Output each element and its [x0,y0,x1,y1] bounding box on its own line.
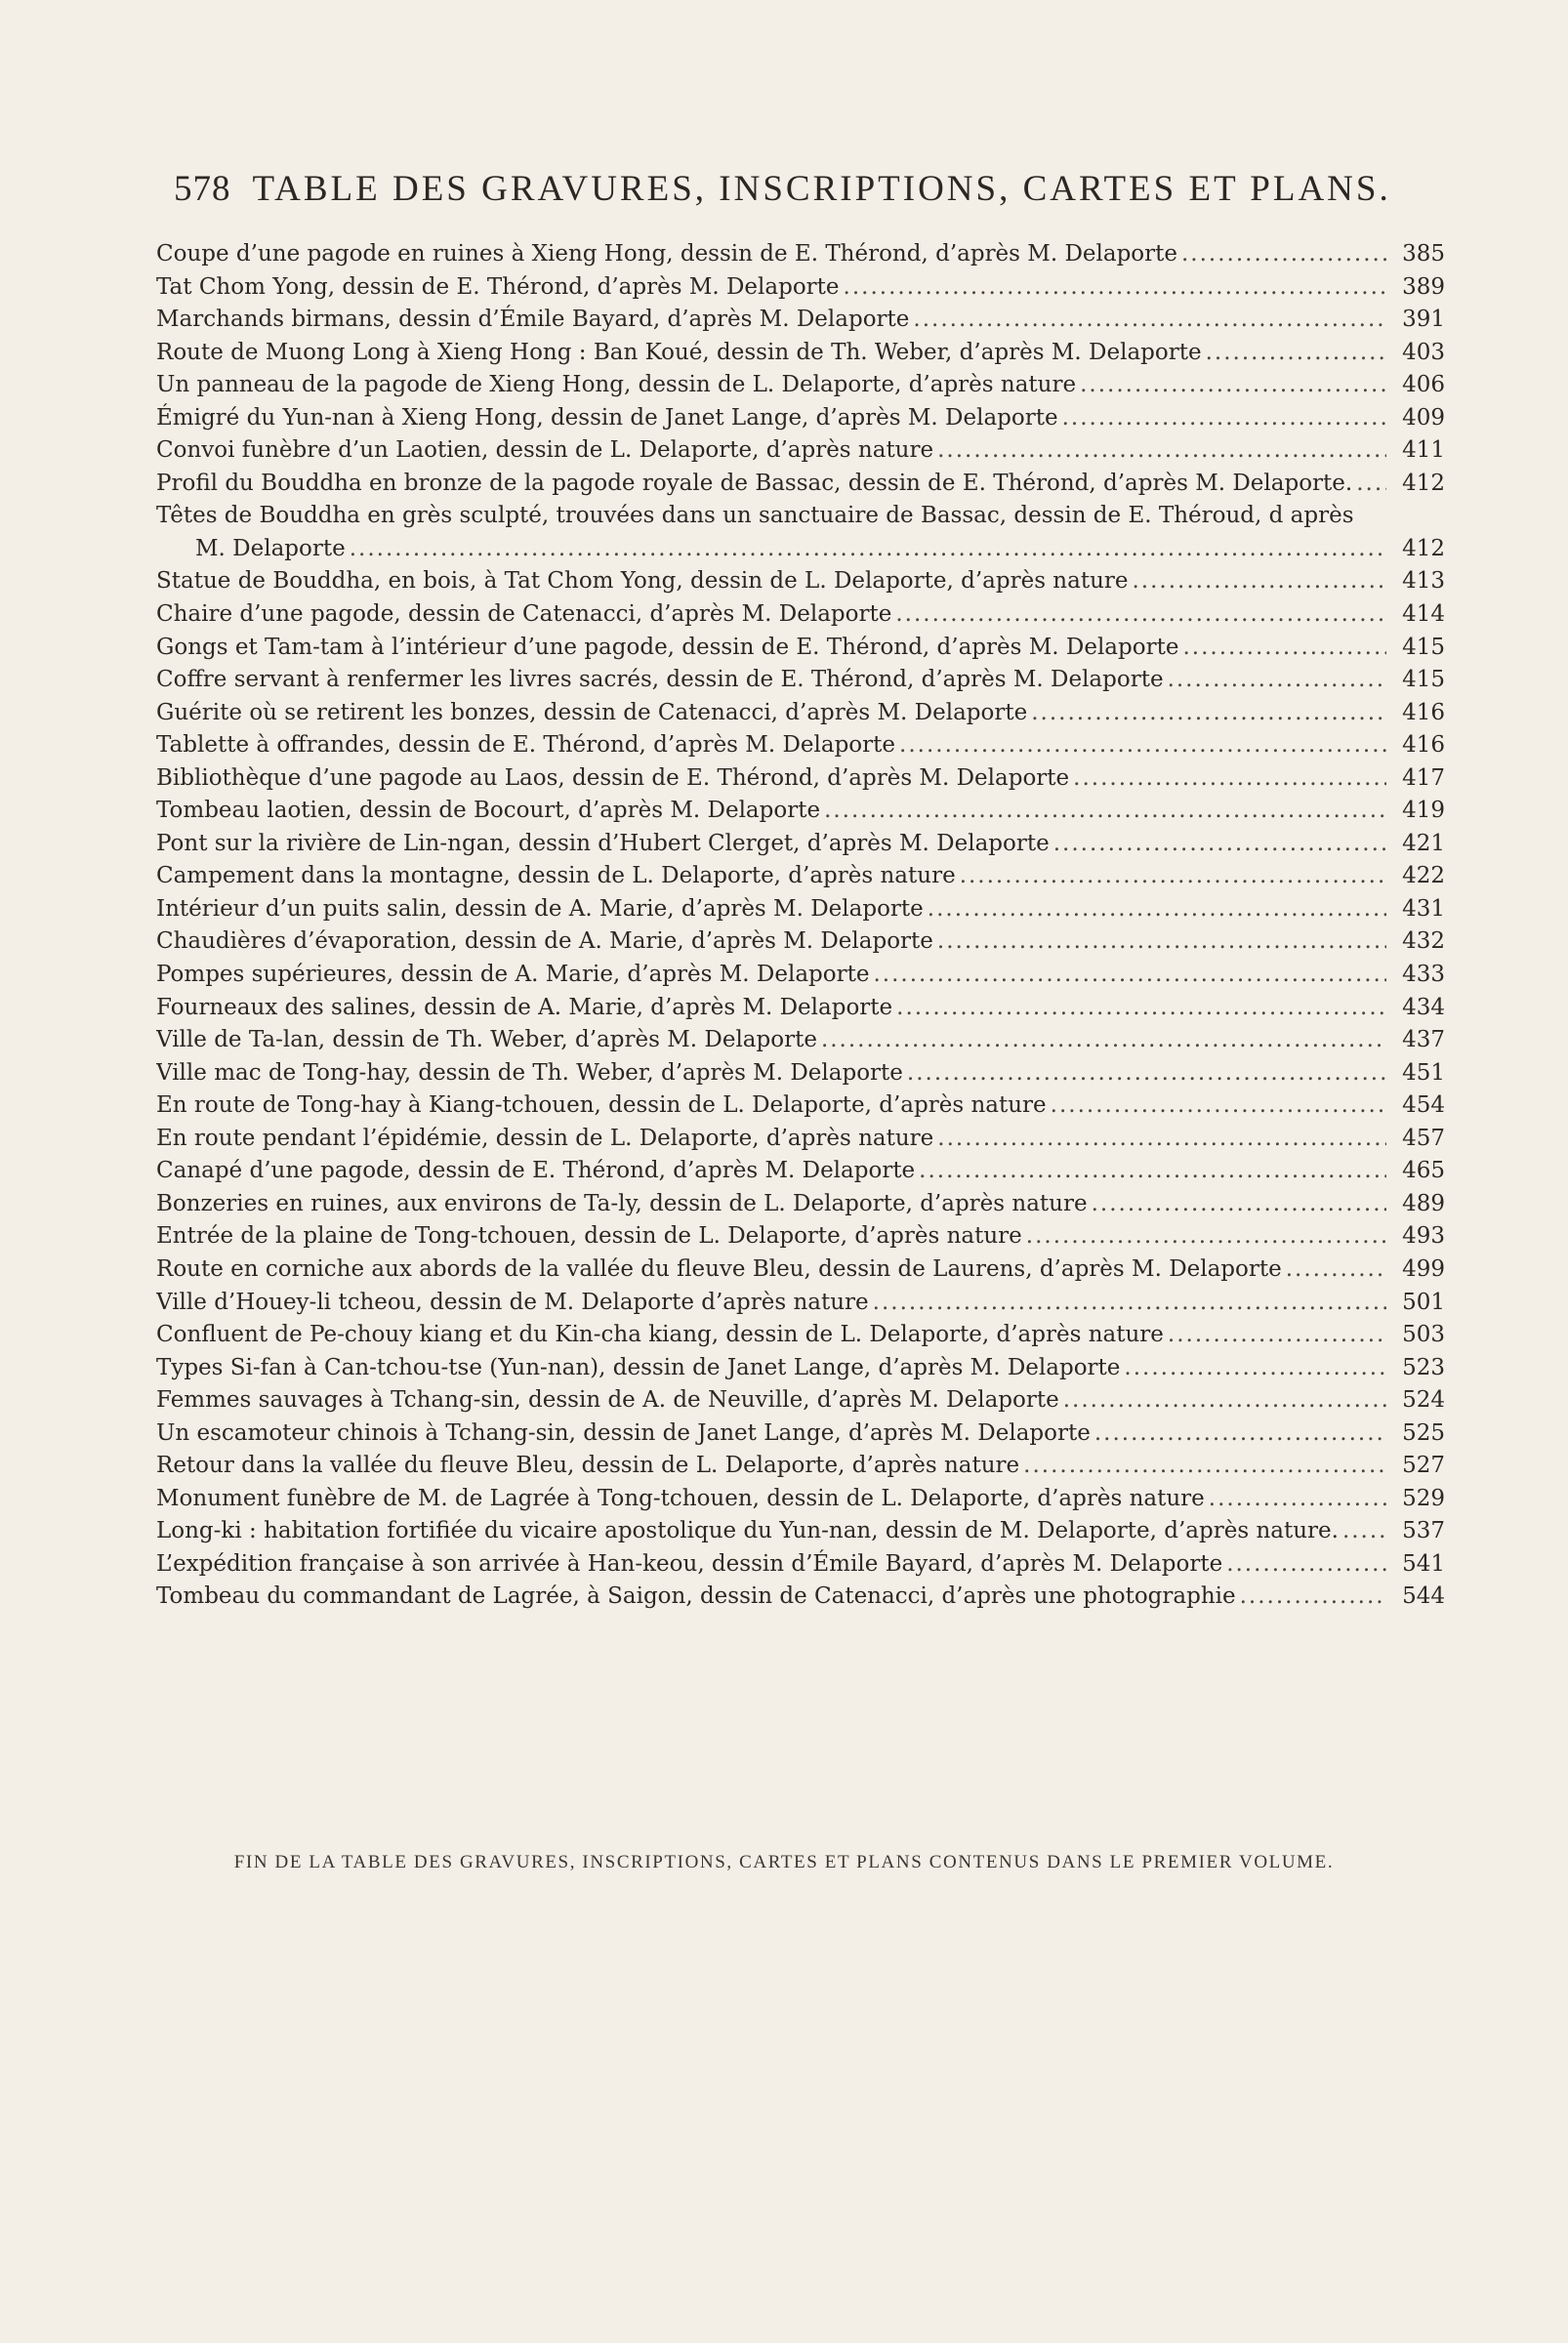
entry-page-number: 416 [1402,732,1445,759]
toc-entry [156,1220,1445,1254]
entry-page-number: 415 [1402,667,1445,693]
entry-title: Un panneau de la pagode de Xieng Hong, dessin de L. Delaporte, d’après nature [156,372,1077,398]
dot-leader [1168,1319,1386,1352]
entry-page-number: 433 [1402,962,1445,988]
dot-leader [824,795,1386,828]
dot-leader [1094,1418,1386,1451]
entry-page-number: 527 [1402,1453,1445,1479]
entry-title: Entrée de la plaine de Tong-tchouen, dessin de L. Delaporte, d’après nature [156,1223,1022,1250]
dot-leader [350,533,1386,566]
entry-page-number: 493 [1402,1223,1445,1250]
toc-entry [156,238,1445,271]
dot-leader [895,598,1386,632]
entry-title: Pompes supérieures, dessin de A. Marie, d’après M. Delaporte [156,962,870,988]
entry-title: Pont sur la rivière de Lin-ngan, dessin d’Hubert Clerget, d’après M. Delaporte [156,830,1050,856]
entry-title: Intérieur d’un puits salin, dessin de A. Marie, d’après M. Delaporte [156,895,924,922]
toc-entry [156,1483,1445,1516]
entry-title: Statue de Bouddha, en bois, à Tat Chom Yong, dessin de L. Delaporte, d’après nature [156,568,1129,595]
entry-page-number: 409 [1402,404,1445,431]
entry-page-number: 391 [1402,307,1445,333]
dot-leader [1206,337,1386,370]
dot-leader [907,1057,1386,1090]
entry-page-number: 406 [1402,372,1445,398]
toc-entry [156,402,1445,435]
toc-entry [156,1450,1445,1483]
dot-leader [1226,1548,1386,1582]
entry-page-number: 419 [1402,798,1445,824]
toc-entry [156,434,1445,468]
entry-page-number: 523 [1402,1354,1445,1380]
entry-page-number: 489 [1402,1190,1445,1216]
entry-title: Tombeau laotien, dessin de Bocourt, d’après M. Delaporte [156,798,821,824]
entry-title: Monument funèbre de M. de Lagrée à Tong-tchouen, dessin de L. Delaporte, d’après nature [156,1485,1205,1511]
entry-title: Coupe d’une pagode en ruines à Xieng Hong, dessin de E. Thérond, d’après M. Delaporte [156,241,1177,267]
toc-entry [156,468,1445,501]
entry-page-number: 501 [1402,1289,1445,1315]
entry-page-number: 412 [1402,470,1445,496]
entry-page-number: 431 [1402,895,1445,922]
toc-entry [156,1581,1445,1614]
dot-leader [919,1155,1386,1188]
dot-leader [937,1123,1386,1156]
entry-title: Chaudières d’évaporation, dessin de A. Marie, d’après M. Delaporte [156,928,933,955]
entry-title: Retour dans la vallée du fleuve Bleu, dessin de L. Delaporte, d’après nature [156,1453,1020,1479]
page-number: 578 [174,169,231,209]
dot-leader [1240,1581,1386,1614]
dot-leader [928,893,1386,926]
toc-entry [156,729,1445,762]
entry-title: M. Delaporte [195,535,346,561]
dot-leader [1356,468,1386,501]
entry-page-number: 529 [1402,1485,1445,1511]
toc-entry [156,697,1445,730]
entry-page-number: 503 [1402,1322,1445,1348]
entry-title: Un escamoteur chinois à Tchang-sin, dessin de Janet Lange, d’après M. Delaporte [156,1419,1091,1446]
toc-entry [156,500,1445,533]
toc-entry [156,893,1445,926]
dot-leader [873,1287,1386,1320]
toc-entry [156,1515,1445,1548]
entry-title: Route de Muong Long à Xieng Hong : Ban Koué, dessin de Th. Weber, d’après M. Delaporte [156,339,1202,365]
toc-entry [156,598,1445,632]
toc-entry [156,664,1445,697]
entry-page-number: 415 [1402,634,1445,660]
toc-entry [156,1384,1445,1418]
entry-page-number: 432 [1402,928,1445,955]
page-title: TABLE DES GRAVURES, INSCRIPTIONS, CARTES ET PLANS. [252,169,1391,209]
toc-entry [156,1155,1445,1188]
entry-title: En route de Tong-hay à Kiang-tchouen, dessin de L. Delaporte, d’après nature [156,1092,1047,1119]
entry-title: Guérite où se retirent les bonzes, dessin de Catenacci, d’après M. Delaporte [156,699,1028,725]
toc-entry [156,1188,1445,1221]
entry-title: Ville d’Houey-li tcheou, dessin de M. Delaporte d’après nature [156,1289,869,1315]
entry-page-number: 524 [1402,1387,1445,1414]
entry-page-number: 412 [1402,535,1445,561]
entry-title: Têtes de Bouddha en grès sculpté, trouvées dans un sanctuaire de Bassac, dessin de E. Théroud, d après [156,503,1354,529]
entry-title: L’expédition française à son arrivée à Han-keou, dessin d’Émile Bayard, d’après M. Delaporte [156,1550,1223,1577]
dot-leader [1062,402,1386,435]
entry-page-number: 451 [1402,1059,1445,1086]
entry-page-number: 411 [1402,437,1445,464]
dot-leader [1124,1352,1386,1385]
toc-entry [156,1254,1445,1287]
page-header [174,168,1391,210]
entry-title: Convoi funèbre d’un Laotien, dessin de L. Delaporte, d’après nature [156,437,934,464]
dot-leader [1053,828,1386,861]
toc-entry [156,992,1445,1025]
toc-entry [156,533,1445,566]
entry-title: Campement dans la montagne, dessin de L. Delaporte, d’après nature [156,863,956,889]
toc-entry [156,565,1445,598]
dot-leader [844,271,1386,305]
toc-entry [156,1057,1445,1090]
toc-entry [156,1352,1445,1385]
dot-leader [899,729,1386,762]
toc-entry [156,828,1445,861]
end-note: FIN DE LA TABLE DES GRAVURES, INSCRIPTIONS, CARTES ET PLANS CONTENUS DANS LE PREMIER VOLUME. [233,1852,1335,1872]
dot-leader [1051,1089,1386,1123]
dot-leader [1023,1450,1386,1483]
toc-entry [156,795,1445,828]
toc-entry [156,1089,1445,1123]
toc-entry [156,369,1445,402]
entry-title: Ville de Ta-lan, dessin de Th. Weber, d’après M. Delaporte [156,1027,817,1053]
entry-title: Long-ki : habitation fortifiée du vicaire apostolique du Yun-nan, dessin de M. Delaporte, d’après nature. [156,1518,1339,1544]
entry-title: Tat Chom Yong, dessin de E. Thérond, d’après M. Delaporte [156,273,840,300]
entry-title: Bibliothèque d’une pagode au Laos, dessin de E. Thérond, d’après M. Delaporte [156,764,1070,791]
toc-entry [156,959,1445,992]
entry-title: Fourneaux des salines, dessin de A. Marie, d’après M. Delaporte [156,994,893,1020]
dot-leader [960,860,1386,893]
toc-entry [156,632,1445,665]
entry-title: Bonzeries en ruines, aux environs de Ta-ly, dessin de L. Delaporte, d’après nature [156,1190,1088,1216]
dot-leader [1182,632,1386,665]
entry-page-number: 385 [1402,241,1445,267]
entry-page-number: 537 [1402,1518,1445,1544]
entry-title: Émigré du Yun-nan à Xieng Hong, dessin de Janet Lange, d’après M. Delaporte [156,404,1058,431]
dot-leader [937,434,1386,468]
dot-leader [1026,1220,1386,1254]
dot-leader [913,304,1386,337]
toc-entry [156,1548,1445,1582]
entry-page-number: 422 [1402,863,1445,889]
entry-title: Gongs et Tam-tam à l’intérieur d’une pagode, dessin de E. Thérond, d’après M. Delaporte [156,634,1179,660]
toc-entry [156,1024,1445,1057]
entry-page-number: 416 [1402,699,1445,725]
dot-leader [1342,1515,1386,1548]
entry-title: Types Si-fan à Can-tchou-tse (Yun-nan), dessin de Janet Lange, d’après M. Delaporte [156,1354,1121,1380]
entry-title: Coffre servant à renfermer les livres sacrés, dessin de E. Thérond, d’après M. Delaporte [156,667,1164,693]
dot-leader [1073,762,1386,796]
toc-entry [156,762,1445,796]
entry-title: Confluent de Pe-chouy kiang et du Kin-cha kiang, dessin de L. Delaporte, d’après nature [156,1322,1164,1348]
toc-entry [156,271,1445,305]
dot-leader [873,959,1386,992]
dot-leader [821,1024,1386,1057]
toc-entry [156,925,1445,959]
entry-page-number: 403 [1402,339,1445,365]
entry-page-number: 389 [1402,273,1445,300]
entry-title: Chaire d’une pagode, dessin de Catenacci, d’après M. Delaporte [156,601,892,628]
dot-leader [937,925,1386,959]
dot-leader [1080,369,1386,402]
entry-page-number: 544 [1402,1583,1445,1610]
entry-page-number: 414 [1402,601,1445,628]
entry-page-number: 499 [1402,1255,1445,1282]
entry-page-number: 421 [1402,830,1445,856]
dot-leader [1063,1384,1386,1418]
entry-page-number: 437 [1402,1027,1445,1053]
entry-page-number: 465 [1402,1158,1445,1184]
entry-title: En route pendant l’épidémie, dessin de L. Delaporte, d’après nature [156,1125,934,1151]
entry-title: Femmes sauvages à Tchang-sin, dessin de A. de Neuville, d’après M. Delaporte [156,1387,1059,1414]
table-of-engravings [156,238,1445,1614]
entry-title: Ville mac de Tong-hay, dessin de Th. Weber, d’après M. Delaporte [156,1059,903,1086]
entry-title: Tablette à offrandes, dessin de E. Thérond, d’après M. Delaporte [156,732,896,759]
dot-leader [1133,565,1387,598]
dot-leader [1031,697,1386,730]
toc-entry [156,337,1445,370]
entry-page-number: 434 [1402,994,1445,1020]
toc-entry [156,860,1445,893]
entry-page-number: 417 [1402,764,1445,791]
entry-page-number: 413 [1402,568,1445,595]
entry-title: Tombeau du commandant de Lagrée, à Saigon, dessin de Catenacci, d’après une photographie [156,1583,1236,1610]
dot-leader [1092,1188,1386,1221]
entry-page-number: 457 [1402,1125,1445,1151]
entry-page-number: 454 [1402,1092,1445,1119]
entry-title: Route en corniche aux abords de la vallée du fleuve Bleu, dessin de Laurens, d’après M. Delaporte [156,1255,1282,1282]
dot-leader [1168,664,1386,697]
entry-title: Canapé d’une pagode, dessin de E. Thérond, d’après M. Delaporte [156,1158,916,1184]
toc-entry [156,1418,1445,1451]
entry-title: Marchands birmans, dessin d’Émile Bayard, d’après M. Delaporte [156,307,910,333]
entry-title: Profil du Bouddha en bronze de la pagode royale de Bassac, dessin de E. Thérond, d’après M. Delaporte. [156,470,1353,496]
entry-page-number: 541 [1402,1550,1445,1577]
dot-leader [1286,1254,1386,1287]
dot-leader [1181,238,1386,271]
entry-page-number: 525 [1402,1419,1445,1446]
toc-entry [156,304,1445,337]
dot-leader [1209,1483,1386,1516]
toc-entry [156,1123,1445,1156]
dot-leader [896,992,1386,1025]
toc-entry [156,1319,1445,1352]
toc-entry [156,1287,1445,1320]
